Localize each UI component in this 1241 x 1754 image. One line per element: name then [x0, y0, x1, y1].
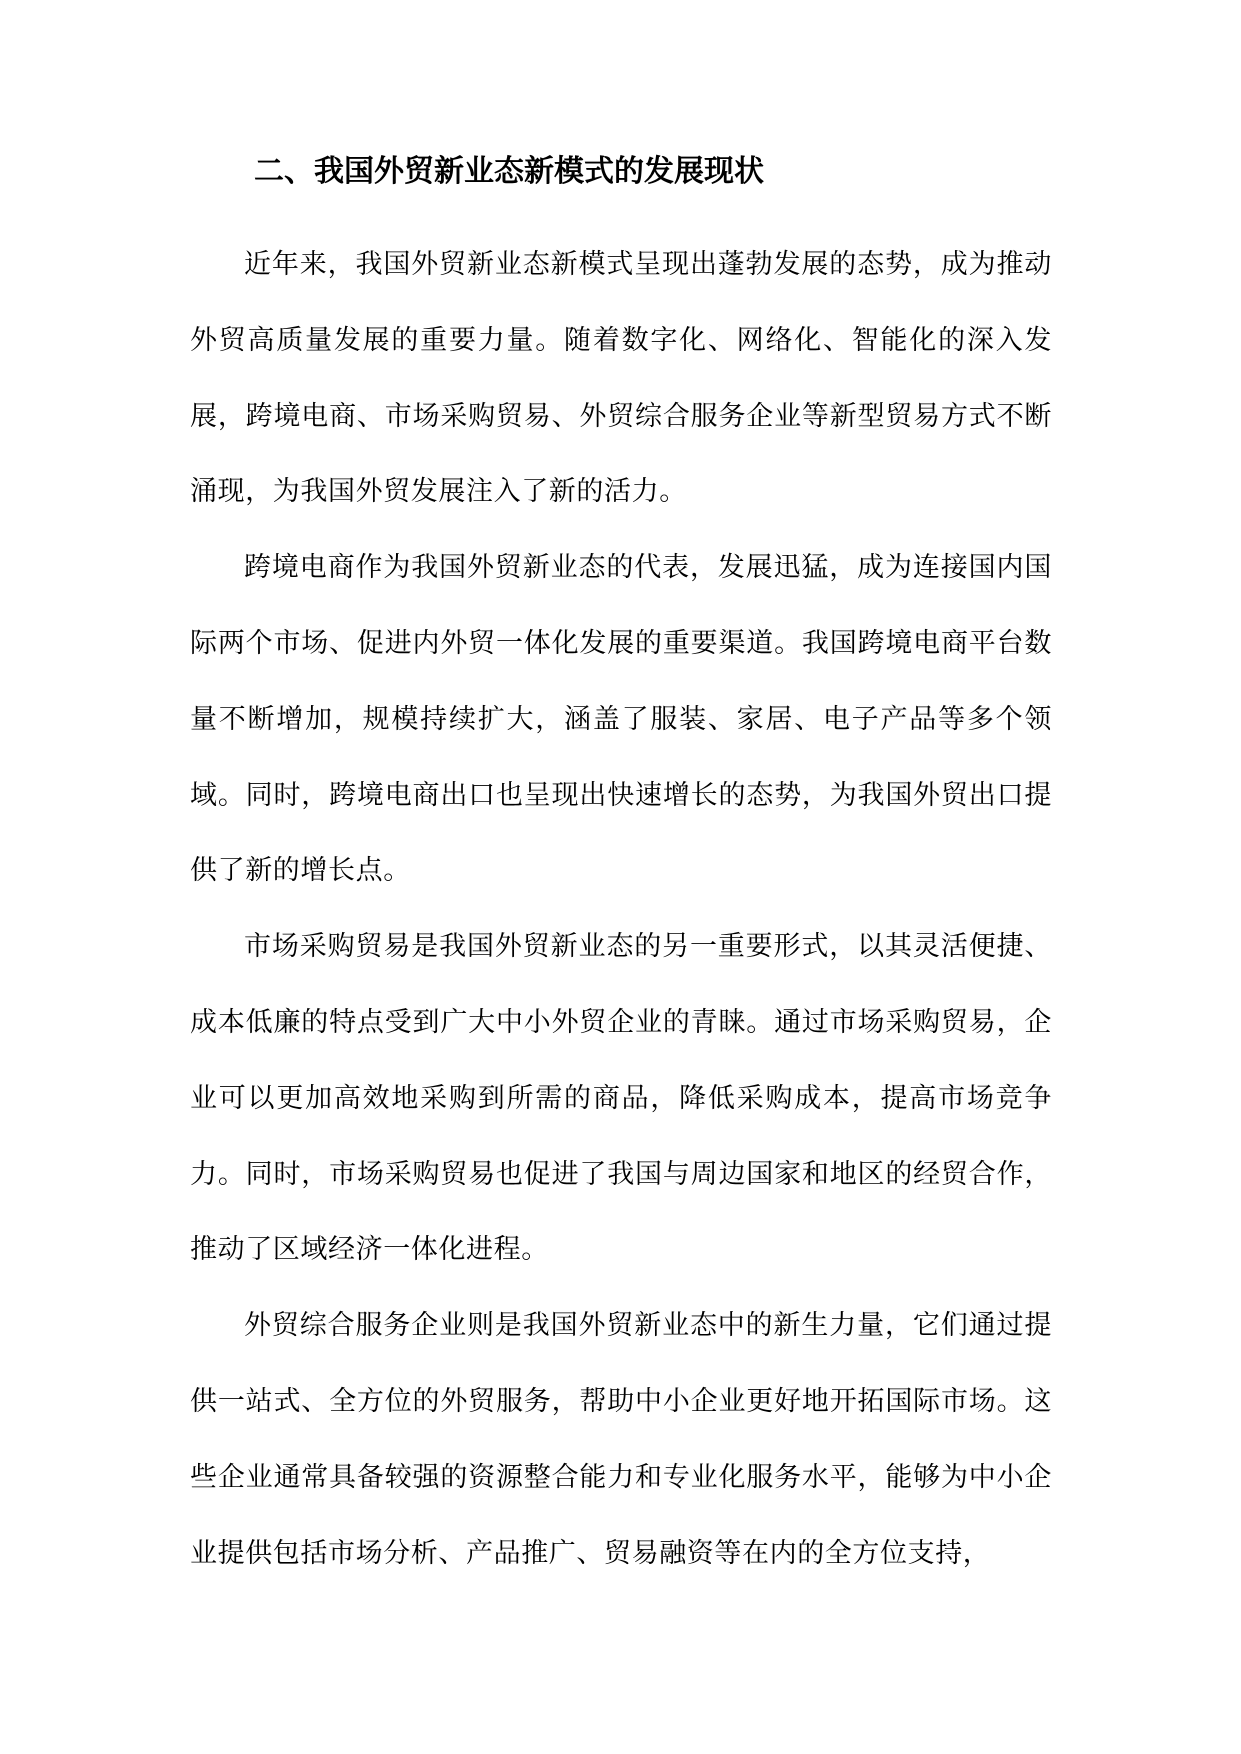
document-body: [190, 227, 1052, 1591]
paragraph: 跨境电商作为我国外贸新业态的代表，发展迅猛，成为连接国内国际两个市场、促进内外贸一体化发展的重要渠道。我国跨境电商平台数量不断增加，规模持续扩大，涵盖了服装、家居、电子产品等多个领域。同时，跨境电商出口也呈现出快速增长的态势，为我国外贸出口提供了新的增长点。: [190, 552, 1052, 887]
paragraph: 市场采购贸易是我国外贸新业态的另一重要形式，以其灵活便捷、成本低廉的特点受到广大中小外贸企业的青睐。通过市场采购贸易，企业可以更加高效地采购到所需的商品，降低采购成本，提高市场竞争力。同时，市场采购贸易也促进了我国与周边国家和地区的经贸合作，推动了区域经济一体化进程。: [190, 931, 1052, 1266]
section-heading: 二、我国外贸新业态新模式的发展现状: [254, 154, 764, 189]
paragraph: 近年来，我国外贸新业态新模式呈现出蓬勃发展的态势，成为推动外贸高质量发展的重要力量。随着数字化、网络化、智能化的深入发展，跨境电商、市场采购贸易、外贸综合服务企业等新型贸易方式不断涌现，为我国外贸发展注入了新的活力。: [190, 249, 1052, 508]
paragraph: 外贸综合服务企业则是我国外贸新业态中的新生力量，它们通过提供一站式、全方位的外贸服务，帮助中小企业更好地开拓国际市场。这些企业通常具备较强的资源整合能力和专业化服务水平，能够为中小企业提供包括市场分析、产品推广、贸易融资等在内的全方位支持，: [190, 1310, 1052, 1569]
